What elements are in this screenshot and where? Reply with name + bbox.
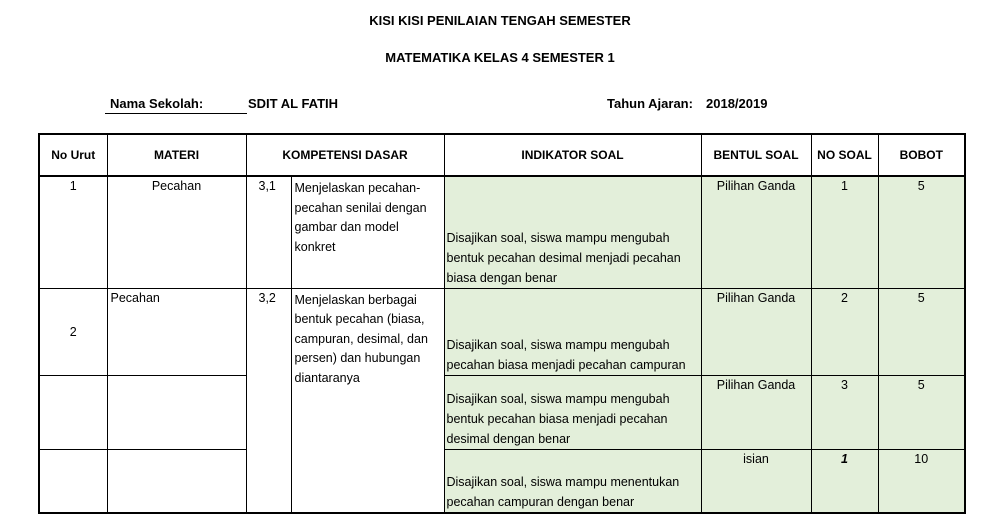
row-materi-empty: [107, 375, 246, 449]
row-no-soal: 2: [811, 288, 878, 375]
table-header-row: [39, 134, 965, 176]
row-bentuk-soal: isian: [701, 449, 811, 513]
row-bentuk-soal: Pilihan Ganda: [701, 176, 811, 288]
row-indikator: Disajikan soal, siswa mampu mengubah bentuk pecahan desimal menjadi pecahan biasa dengan benar: [444, 176, 701, 288]
kisi-kisi-table: [38, 133, 966, 514]
row-bobot: 5: [878, 176, 965, 288]
col-header-indikator-soal: INDIKATOR SOAL: [444, 134, 701, 176]
table-row: [39, 449, 965, 513]
year-value: 2018/2019: [706, 96, 768, 111]
school-label: Nama Sekolah:: [110, 96, 204, 111]
col-header-bentuk-soal: BENTUL SOAL: [701, 134, 811, 176]
row-kd-text: Menjelaskan pecahan-pecahan senilai dengan gambar dan model konkret: [291, 176, 444, 288]
row-bobot: 5: [878, 375, 965, 449]
row-no-soal: 3: [811, 375, 878, 449]
row-kd-number: 3,1: [246, 176, 291, 288]
school-underline: [105, 113, 247, 114]
row-no-empty: [39, 375, 107, 449]
row-bobot: 10: [878, 449, 965, 513]
row-indikator: Disajikan soal, siswa mampu menentukan pecahan campuran dengan benar: [444, 449, 701, 513]
row-materi: Pecahan: [107, 288, 246, 375]
year-label: Tahun Ajaran:: [607, 96, 693, 111]
row-materi-empty: [107, 449, 246, 513]
row-no-empty: [39, 449, 107, 513]
table-row: [39, 375, 965, 449]
row-kd-text: Menjelaskan berbagai bentuk pecahan (biasa, campuran, desimal, dan persen) dan hubungan diantaranya: [291, 288, 444, 513]
table-row: [39, 176, 965, 288]
row-no-soal: 1: [811, 176, 878, 288]
row-bentuk-soal: Pilihan Ganda: [701, 375, 811, 449]
row-indikator: Disajikan soal, siswa mampu mengubah pecahan biasa menjadi pecahan campuran: [444, 288, 701, 375]
col-header-no-urut: No Urut: [39, 134, 107, 176]
document-subtitle: MATEMATIKA KELAS 4 SEMESTER 1: [385, 50, 615, 65]
col-header-materi: MATERI: [107, 134, 246, 176]
row-no: 2: [39, 288, 107, 375]
row-materi: Pecahan: [107, 176, 246, 288]
col-header-no-soal: NO SOAL: [811, 134, 878, 176]
document-title: KISI KISI PENILAIAN TENGAH SEMESTER: [369, 13, 631, 28]
school-value: SDIT AL FATIH: [248, 96, 339, 111]
row-no-soal: 1: [811, 449, 878, 513]
row-kd-number: 3,2: [246, 288, 291, 513]
col-header-bobot: BOBOT: [878, 134, 965, 176]
row-bobot: 5: [878, 288, 965, 375]
row-bentuk-soal: Pilihan Ganda: [701, 288, 811, 375]
row-no: 1: [39, 176, 107, 288]
row-indikator: Disajikan soal, siswa mampu mengubah bentuk pecahan biasa menjadi pecahan desimal dengan benar: [444, 375, 701, 449]
col-header-kompetensi-dasar: KOMPETENSI DASAR: [246, 134, 444, 176]
table-row: [39, 288, 965, 375]
